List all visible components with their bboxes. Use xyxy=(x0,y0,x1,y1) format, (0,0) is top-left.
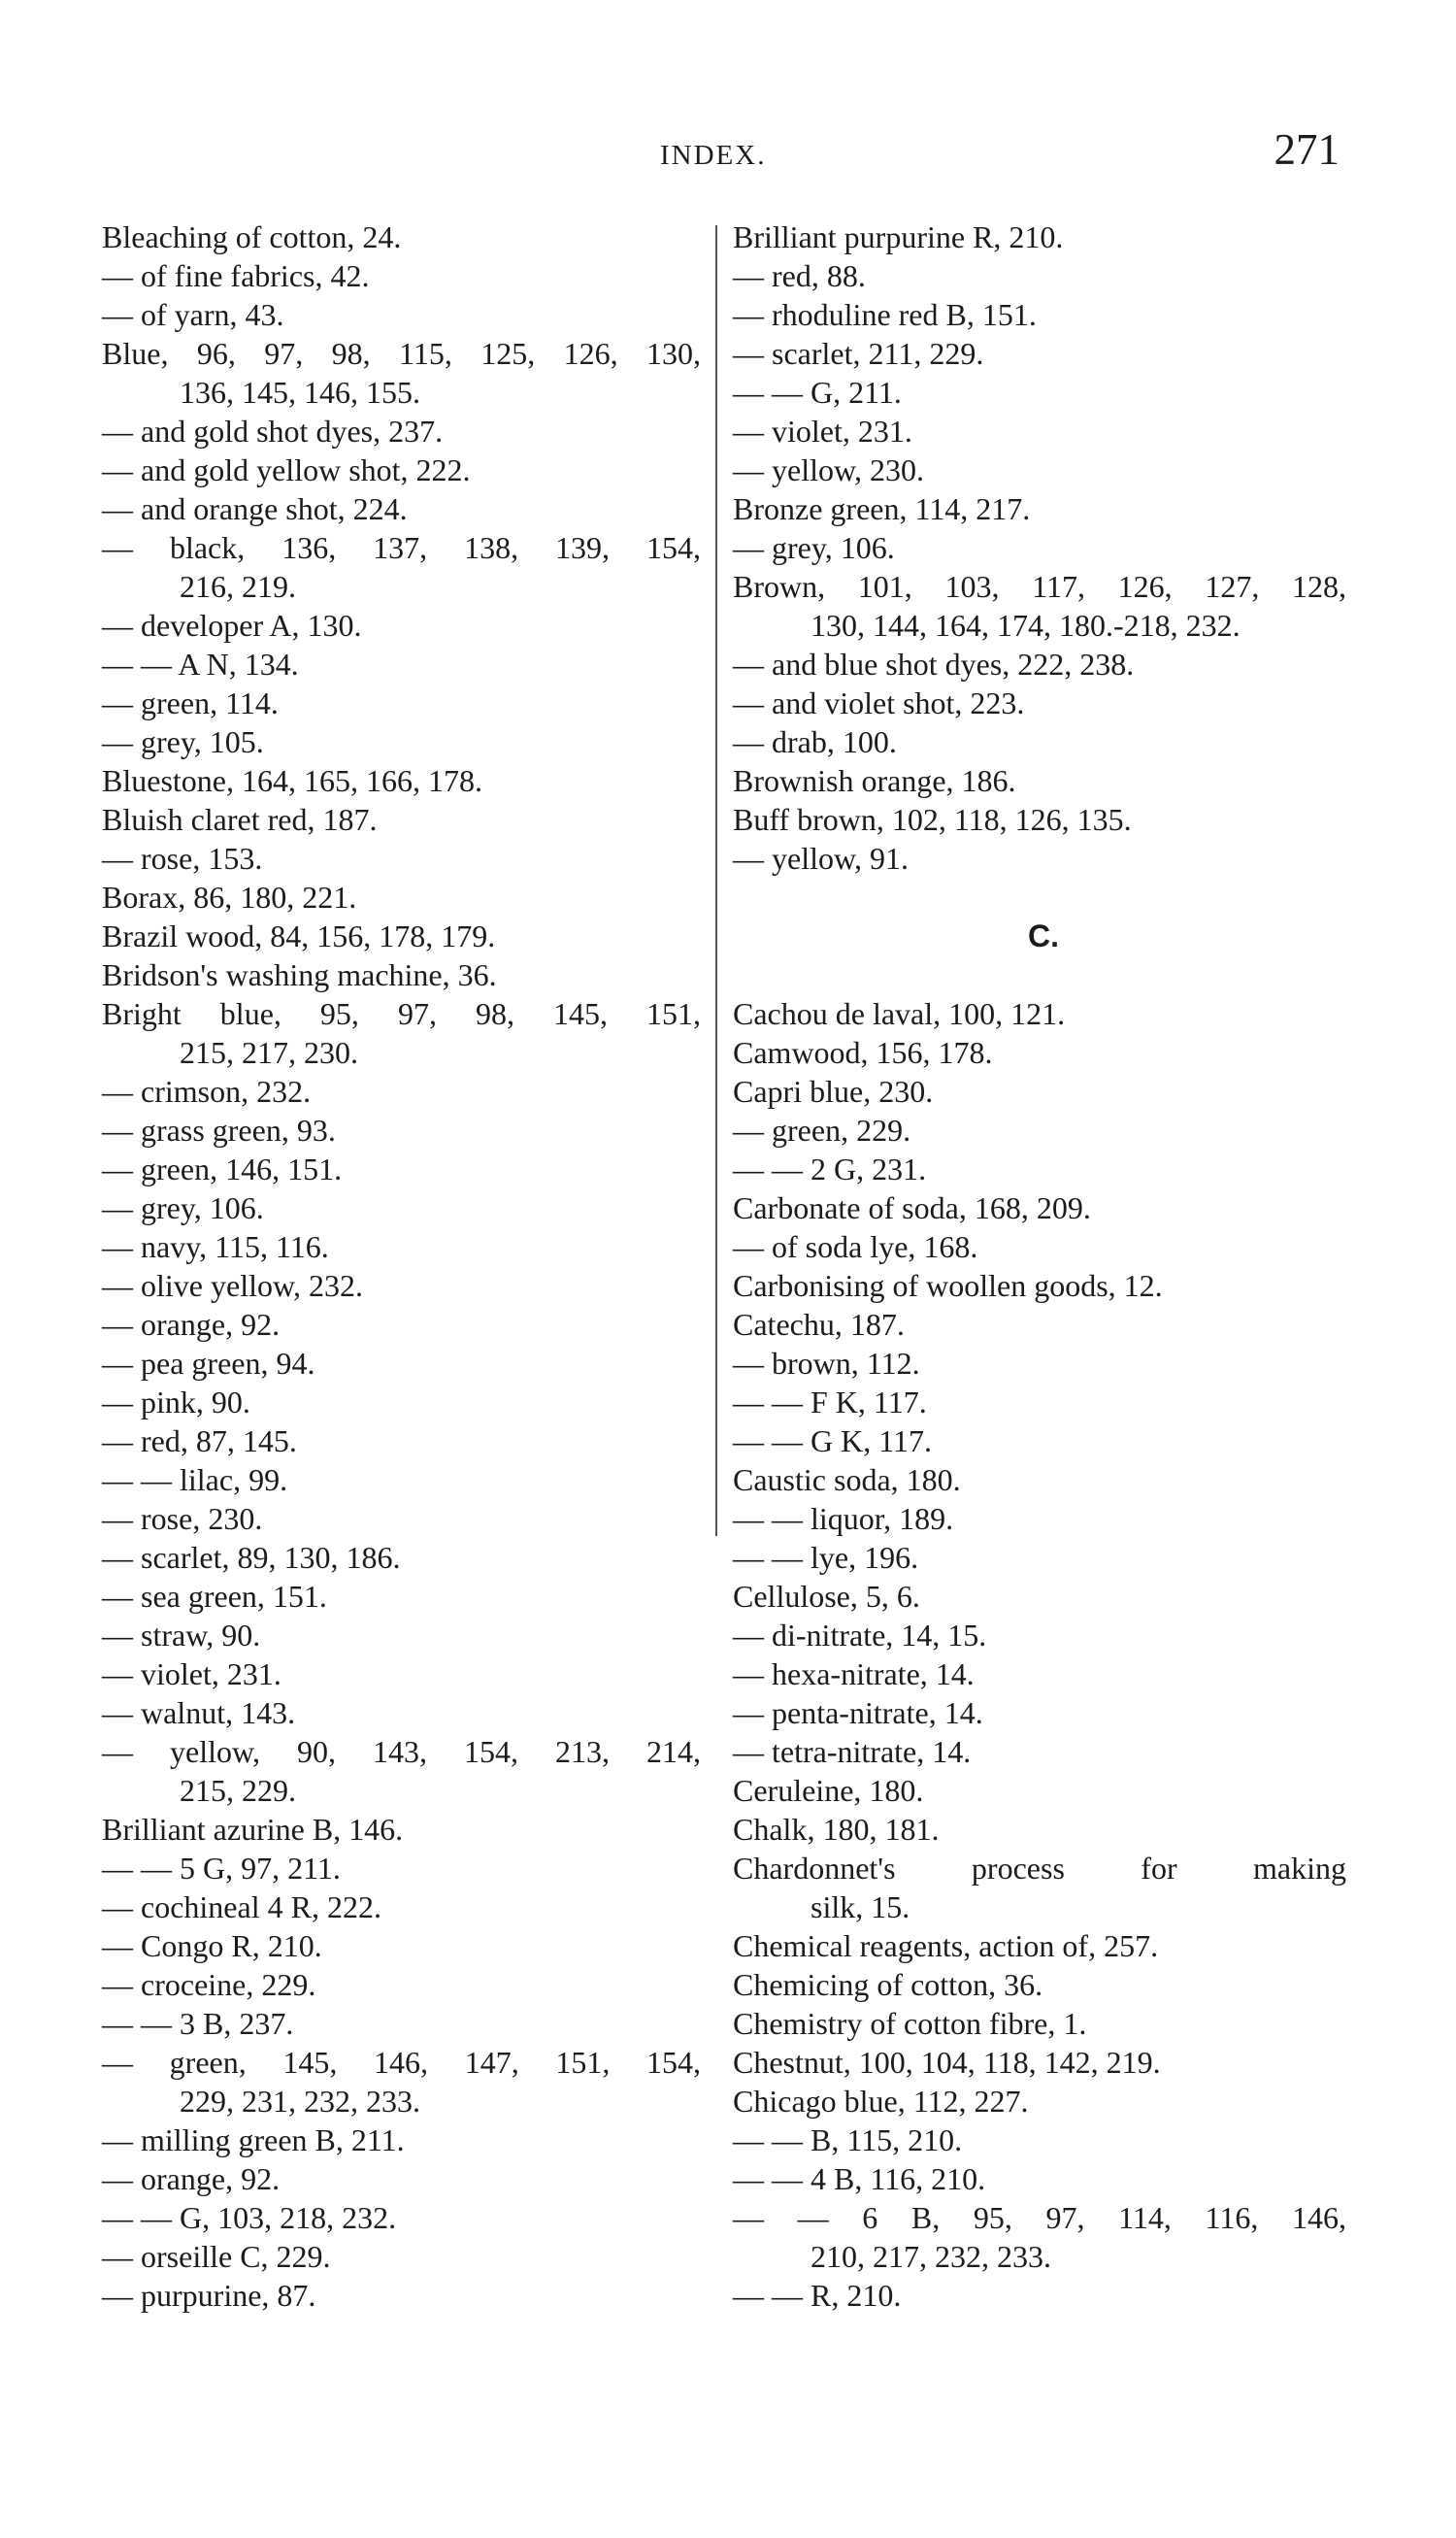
index-entry: — croceine, 229. xyxy=(102,1967,316,2002)
index-entry: Chemical reagents, action of, 257. xyxy=(733,1928,1159,1963)
index-entry: — — 5 G, 97, 211. xyxy=(102,1851,341,1886)
index-entry: Chicago blue, 112, 227. xyxy=(733,2084,1029,2119)
index-entry: — pink, 90. xyxy=(102,1385,250,1419)
index-entry: Bleaching of cotton, 24. xyxy=(102,219,402,254)
index-entry: — crimson, 232. xyxy=(102,1074,312,1109)
index-entry: — pea green, 94. xyxy=(102,1346,315,1381)
index-entry: — tetra-nitrate, 14. xyxy=(733,1734,972,1769)
index-entry: — green, 229. xyxy=(733,1113,911,1148)
index-entry: Blue, 96, 97, 98, 115, 125, 126, 130, xyxy=(102,336,701,371)
index-entry: — rose, 153. xyxy=(102,841,263,876)
index-entry: — — 3 B, 237. xyxy=(102,2006,294,2041)
index-entry: — and violet shot, 223. xyxy=(733,685,1025,720)
index-entry: — — B, 115, 210. xyxy=(733,2122,963,2157)
index-entry: — developer A, 130. xyxy=(102,608,362,643)
index-entry: — — A N, 134. xyxy=(102,647,299,682)
index-entry: Catechu, 187. xyxy=(733,1307,905,1342)
index-entry: — and gold yellow shot, 222. xyxy=(102,452,471,487)
index-entry: — green, 146, 151. xyxy=(102,1152,343,1186)
index-entry: — and orange shot, 224. xyxy=(102,491,408,526)
index-entry: Brown, 101, 103, 117, 126, 127, 128, xyxy=(733,569,1346,604)
index-entry: Bluestone, 164, 165, 166, 178. xyxy=(102,763,482,798)
index-entry: — red, 88. xyxy=(733,258,866,293)
index-entry: Brazil wood, 84, 156, 178, 179. xyxy=(102,918,496,953)
index-entry: Camwood, 156, 178. xyxy=(733,1035,993,1070)
page-header xyxy=(102,124,1340,183)
index-entry-continuation: 216, 219. xyxy=(180,569,296,604)
index-entry: — navy, 115, 116. xyxy=(102,1229,329,1264)
index-entry: Bronze green, 114, 217. xyxy=(733,491,1031,526)
index-entry: — Congo R, 210. xyxy=(102,1928,322,1963)
index-entry: — milling green B, 211. xyxy=(102,2122,405,2157)
index-entry-continuation: 229, 231, 232, 233. xyxy=(180,2084,420,2119)
index-entry: — purpurine, 87. xyxy=(102,2278,316,2313)
index-entry: Caustic soda, 180. xyxy=(733,1462,961,1497)
index-entry: — rhoduline red B, 151. xyxy=(733,297,1037,332)
index-entry: — orseille C, 229. xyxy=(102,2239,331,2274)
index-entry: — orange, 92. xyxy=(102,1307,281,1342)
index-entry: — yellow, 230. xyxy=(733,452,925,487)
index-entry: Cellulose, 5, 6. xyxy=(733,1579,920,1614)
index-entry: — penta-nitrate, 14. xyxy=(733,1695,983,1730)
index-entry: — — 4 B, 116, 210. xyxy=(733,2161,986,2196)
index-entry: — green, 114. xyxy=(102,685,279,720)
index-entry: — walnut, 143. xyxy=(102,1695,296,1730)
index-entry: Bridson's washing machine, 36. xyxy=(102,957,497,992)
index-entry: Chemistry of cotton fibre, 1. xyxy=(733,2006,1087,2041)
index-entry: Carbonate of soda, 168, 209. xyxy=(733,1190,1091,1225)
index-entry: Buff brown, 102, 118, 126, 135. xyxy=(733,802,1132,837)
index-entry-continuation: 210, 217, 232, 233. xyxy=(811,2239,1051,2274)
index-entry: Bright blue, 95, 97, 98, 145, 151, xyxy=(102,996,701,1031)
index-entry: — and gold shot dyes, 237. xyxy=(102,414,444,449)
spacer xyxy=(733,878,1354,917)
index-entry: Cachou de laval, 100, 121. xyxy=(733,996,1066,1031)
index-entry: Bluish claret red, 187. xyxy=(102,802,378,837)
index-entry: Brownish orange, 186. xyxy=(733,763,1016,798)
index-entry: Chardonnet's process for making xyxy=(733,1851,1346,1886)
index-entry-continuation: silk, 15. xyxy=(811,1889,910,1924)
index-entry: Chalk, 180, 181. xyxy=(733,1812,940,1847)
index-column-left xyxy=(102,217,709,2315)
index-entry: — of fine fabrics, 42. xyxy=(102,258,370,293)
index-entry: — grey, 106. xyxy=(733,530,895,565)
index-entry: Capri blue, 230. xyxy=(733,1074,934,1109)
index-entry: — violet, 231. xyxy=(102,1656,281,1691)
running-title: INDEX. xyxy=(660,140,767,171)
index-entry: — grass green, 93. xyxy=(102,1113,336,1148)
index-entry-continuation: 130, 144, 164, 174, 180.-218, 232. xyxy=(811,608,1241,643)
section-letter-heading: C. xyxy=(1028,918,1059,953)
index-entry: — orange, 92. xyxy=(102,2161,281,2196)
index-entry: Carbonising of woollen goods, 12. xyxy=(733,1268,1163,1303)
index-entry: — sea green, 151. xyxy=(102,1579,327,1614)
index-entry: — — lilac, 99. xyxy=(102,1462,288,1497)
index-entry: — — liquor, 189. xyxy=(733,1501,954,1536)
index-entry: — hexa-nitrate, 14. xyxy=(733,1656,975,1691)
index-entry: — cochineal 4 R, 222. xyxy=(102,1889,381,1924)
index-entry: — di-nitrate, 14, 15. xyxy=(733,1618,987,1653)
index-entry: — grey, 106. xyxy=(102,1190,264,1225)
index-entry: — straw, 90. xyxy=(102,1618,261,1653)
index-entry: — — G, 103, 218, 232. xyxy=(102,2200,397,2235)
index-entry: — — G K, 117. xyxy=(733,1423,933,1458)
index-entry-continuation: 215, 217, 230. xyxy=(180,1035,358,1070)
index-entry: Chemicing of cotton, 36. xyxy=(733,1967,1043,2002)
index-entry: Brilliant purpurine R, 210. xyxy=(733,219,1064,254)
index-entry: Brilliant azurine B, 146. xyxy=(102,1812,404,1847)
index-entry: — grey, 105. xyxy=(102,724,264,759)
index-entry: — rose, 230. xyxy=(102,1501,263,1536)
index-entry: — — F K, 117. xyxy=(733,1385,927,1419)
index-entry: — — G, 211. xyxy=(733,375,902,410)
index-entry: Borax, 86, 180, 221. xyxy=(102,880,357,915)
index-entry: — scarlet, 89, 130, 186. xyxy=(102,1540,401,1575)
index-entry: — of soda lye, 168. xyxy=(733,1229,978,1264)
page-number: 271 xyxy=(1274,125,1340,174)
index-entry: Chestnut, 100, 104, 118, 142, 219. xyxy=(733,2045,1161,2080)
index-entry: — yellow, 90, 143, 154, 213, 214, xyxy=(102,1734,701,1769)
index-entry-continuation: 136, 145, 146, 155. xyxy=(180,375,420,410)
index-entry: — brown, 112. xyxy=(733,1346,920,1381)
index-entry: — black, 136, 137, 138, 139, 154, xyxy=(102,530,701,565)
index-entry: — olive yellow, 232. xyxy=(102,1268,363,1303)
index-entry: — red, 87, 145. xyxy=(102,1423,297,1458)
spacer xyxy=(733,955,1354,994)
index-entry: — drab, 100. xyxy=(733,724,897,759)
index-entry: — green, 145, 146, 147, 151, 154, xyxy=(102,2045,701,2080)
index-entry: — and blue shot dyes, 222, 238. xyxy=(733,647,1135,682)
index-entry-continuation: 215, 229. xyxy=(180,1773,296,1808)
index-column-right xyxy=(733,217,1354,2315)
index-entry: — — 2 G, 231. xyxy=(733,1152,927,1186)
index-entry: — — 6 B, 95, 97, 114, 116, 146, xyxy=(733,2200,1346,2235)
column-divider xyxy=(715,225,717,1536)
index-entry: — of yarn, 43. xyxy=(102,297,284,332)
index-entry: — — lye, 196. xyxy=(733,1540,919,1575)
index-entry: Ceruleine, 180. xyxy=(733,1773,924,1808)
index-entry: — — R, 210. xyxy=(733,2278,902,2313)
index-entry: — yellow, 91. xyxy=(733,841,910,876)
index-entry: — scarlet, 211, 229. xyxy=(733,336,984,371)
index-entry: — violet, 231. xyxy=(733,414,912,449)
